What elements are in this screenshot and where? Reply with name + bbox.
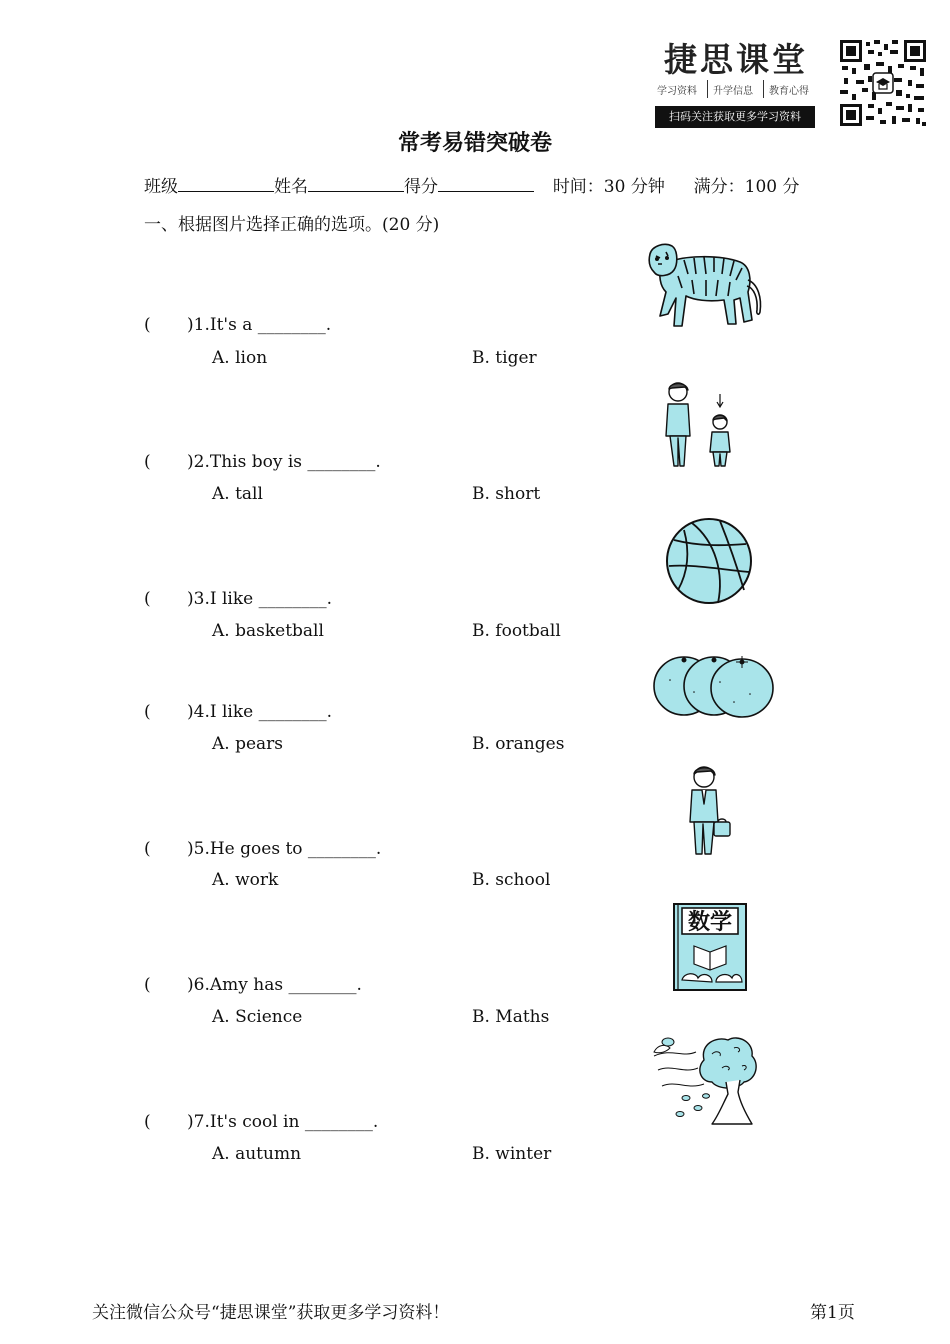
time-limit: 时间：30 分钟 [552, 177, 665, 197]
answer-paren[interactable]: ( [144, 452, 151, 472]
name-label: 姓名 [274, 177, 308, 197]
option-a: A. Science [212, 1007, 303, 1027]
question-stem: )3.I like ________. [187, 589, 333, 609]
brand-banner: 扫码关注获取更多学习资料 [655, 106, 815, 128]
answer-paren[interactable]: ( [144, 975, 151, 995]
brand-logo-text: 捷思课堂 [664, 40, 808, 79]
question-stem: )5.He goes to ________. [187, 839, 382, 859]
boys-height-icon [662, 380, 742, 470]
answer-paren[interactable]: ( [144, 589, 151, 609]
page-number: 第1页 [810, 1303, 855, 1323]
answer-paren[interactable]: ( [144, 702, 151, 722]
autumn-tree-icon [652, 1034, 762, 1128]
brand-tag-admission: 升学信息 [713, 86, 753, 97]
oranges-icon [650, 652, 778, 718]
page-title: 常考易错突破卷 [397, 131, 552, 156]
option-b: B. tiger [472, 348, 537, 368]
option-a: A. pears [212, 734, 284, 754]
option-b: B. short [472, 484, 541, 504]
answer-paren[interactable]: ( [144, 1112, 151, 1132]
section-heading: 一、根据图片选择正确的选项。(20 分) [144, 215, 440, 235]
option-a: A. tall [212, 484, 263, 504]
footer-promo: 关注微信公众号“捷思课堂”获取更多学习资料！ [92, 1303, 450, 1323]
question-stem: )7.It's cool in ________. [187, 1112, 379, 1132]
brand-separator [763, 80, 764, 98]
score-field[interactable] [438, 174, 534, 192]
option-a: A. basketball [212, 621, 324, 641]
option-b: B. school [472, 870, 551, 890]
class-field[interactable] [178, 174, 274, 192]
option-b: B. Maths [472, 1007, 550, 1027]
answer-paren[interactable]: ( [144, 315, 151, 335]
question-stem: )2.This boy is ________. [187, 452, 381, 472]
full-score: 满分：100 分 [693, 177, 800, 197]
question-stem: )6.Amy has ________. [187, 975, 362, 995]
option-b: B. winter [472, 1144, 552, 1164]
question-stem: )1.It's a ________. [187, 315, 332, 335]
option-a: A. lion [212, 348, 268, 368]
score-label: 得分 [404, 177, 438, 197]
maths-book-icon [672, 902, 748, 992]
option-b: B. oranges [472, 734, 565, 754]
student-info-line [144, 172, 800, 197]
basketball-icon [664, 516, 754, 606]
brand-separator [707, 80, 708, 98]
qr-code-icon[interactable] [838, 38, 928, 128]
question-stem: )4.I like ________. [187, 702, 333, 722]
option-a: A. work [212, 870, 279, 890]
brand-tag-study: 学习资料 [657, 86, 697, 97]
schoolboy-icon [686, 764, 732, 858]
option-a: A. autumn [212, 1144, 302, 1164]
brand-tag-education: 教育心得 [769, 86, 809, 97]
answer-paren[interactable]: ( [144, 839, 151, 859]
tiger-icon [648, 240, 768, 334]
name-field[interactable] [308, 174, 404, 192]
option-b: B. football [472, 621, 561, 641]
book-title: 数学 [687, 910, 733, 935]
class-label: 班级 [144, 177, 178, 197]
